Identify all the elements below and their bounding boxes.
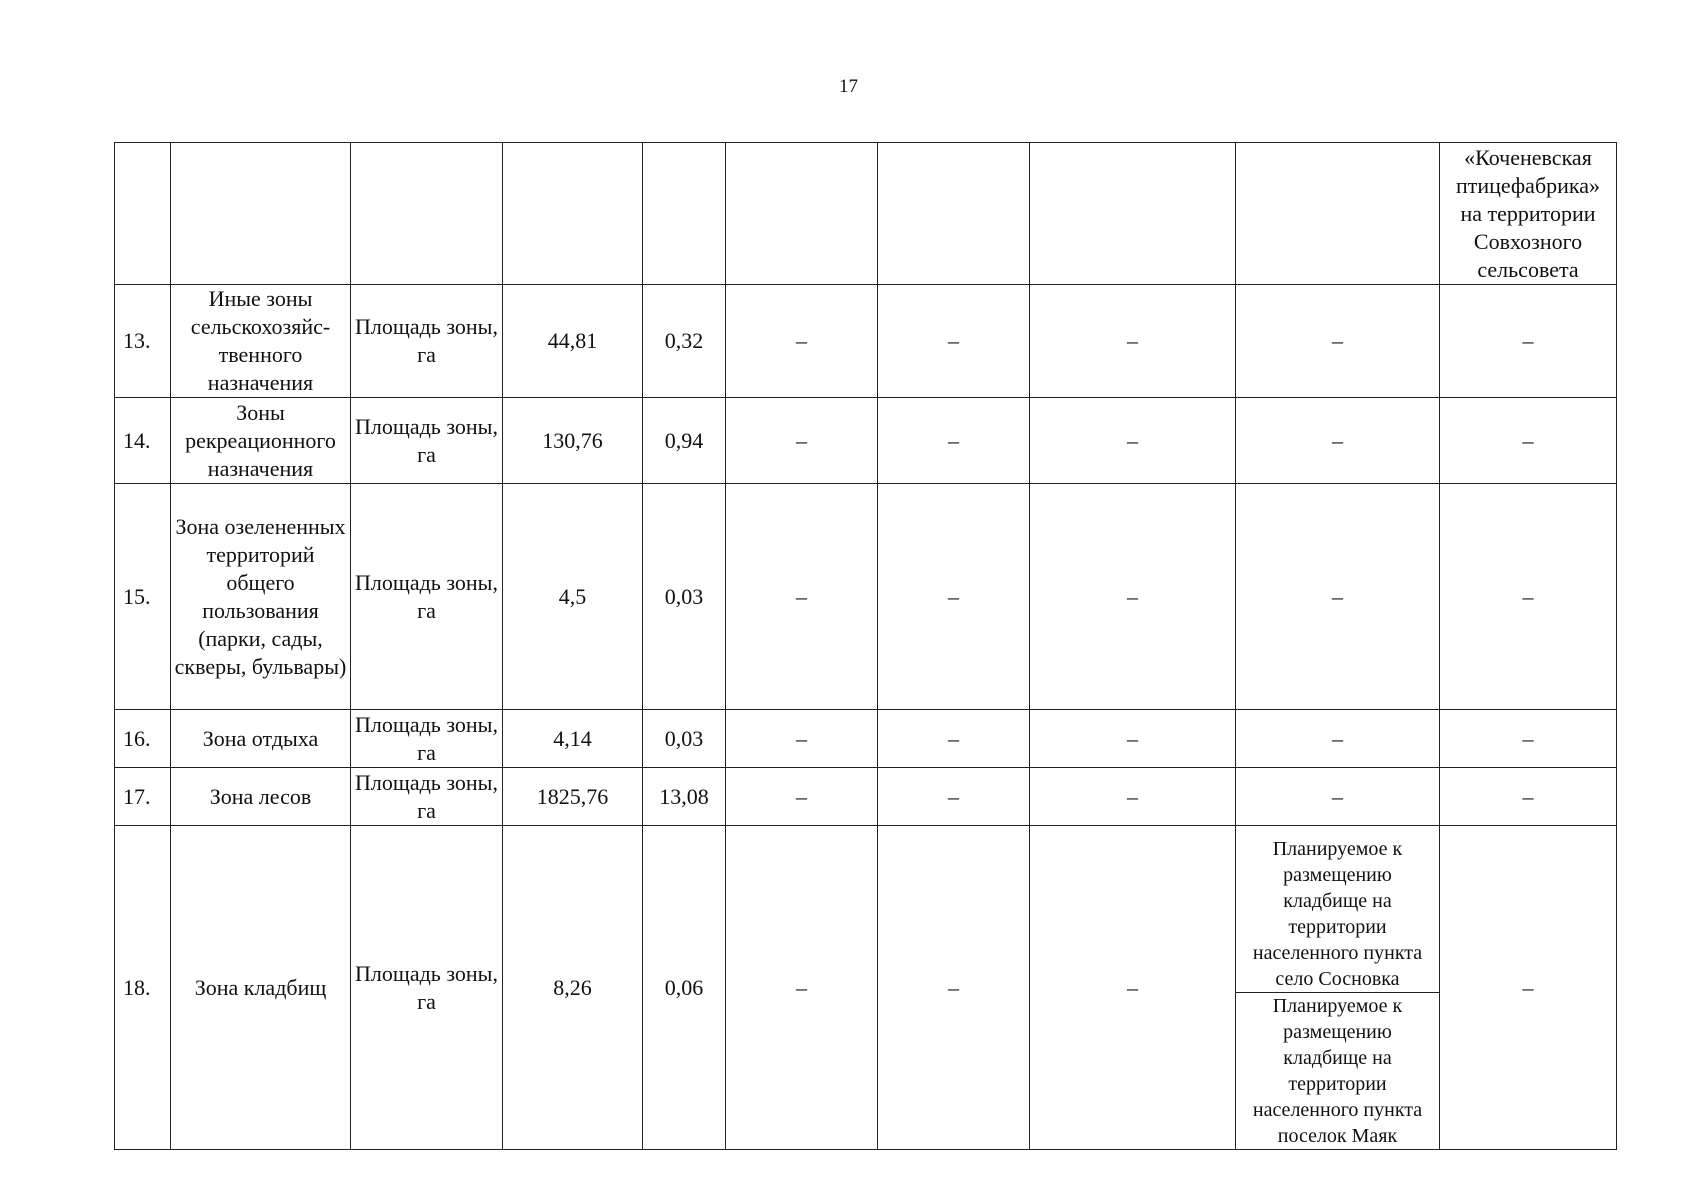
table-cell-dash: – — [878, 398, 1030, 484]
zone-share: 0,06 — [643, 826, 726, 1150]
table-cell-organization: «Кочeневская птицефабрика» на территории Совхозного сельсовета — [1440, 143, 1617, 285]
zone-share: 0,32 — [643, 285, 726, 398]
table-cell-dash: – — [1030, 398, 1236, 484]
table-cell-empty — [1236, 143, 1440, 285]
table-cell-empty — [351, 143, 503, 285]
table-cell-dash: – — [726, 710, 878, 768]
table-cell-dash: – — [1440, 710, 1617, 768]
zone-name: Зона кладбищ — [171, 826, 351, 1150]
row-number: 13. — [115, 285, 171, 398]
table-row — [115, 285, 1617, 398]
zone-name: Зона отдыха — [171, 710, 351, 768]
table-cell-empty — [643, 143, 726, 285]
zone-unit: Площадь зоны, га — [351, 398, 503, 484]
table-cell-dash: – — [878, 710, 1030, 768]
zone-area: 130,76 — [503, 398, 643, 484]
row-number: 18. — [115, 826, 171, 1150]
table-cell-empty — [171, 143, 351, 285]
zone-name: Зоны рекреационного назначения — [171, 398, 351, 484]
zone-unit: Площадь зоны, га — [351, 710, 503, 768]
table-cell-dash: – — [1236, 710, 1440, 768]
zones-table — [114, 142, 1617, 1150]
table-cell-dash: – — [1440, 768, 1617, 826]
zone-unit: Площадь зоны, га — [351, 768, 503, 826]
planned-cemetery-sosnovka: Планируемое к размещению кладбище на территории населенного пункта село Сосновка — [1236, 826, 1440, 993]
row-number: 15. — [115, 484, 171, 710]
table-cell-dash: – — [1440, 484, 1617, 710]
table-cell-dash: – — [1440, 826, 1617, 1150]
table-cell-empty — [503, 143, 643, 285]
table-row — [115, 710, 1617, 768]
table-cell-dash: – — [1236, 398, 1440, 484]
table-row — [115, 398, 1617, 484]
zone-share: 0,03 — [643, 484, 726, 710]
table-row-cemeteries — [115, 826, 1617, 993]
zone-area: 4,14 — [503, 710, 643, 768]
table-cell-dash: – — [1030, 285, 1236, 398]
table-cell-dash: – — [1030, 710, 1236, 768]
row-number: 17. — [115, 768, 171, 826]
table-cell-empty — [878, 143, 1030, 285]
row-number: 16. — [115, 710, 171, 768]
table-cell-dash: – — [1440, 398, 1617, 484]
table-cell-dash: – — [1236, 285, 1440, 398]
table-cell-dash: – — [878, 484, 1030, 710]
zone-name: Иные зоны сельскохозяйс-твенного назначения — [171, 285, 351, 398]
zone-unit: Площадь зоны, га — [351, 484, 503, 710]
table-cell-empty — [726, 143, 878, 285]
table-cell-dash: – — [1440, 285, 1617, 398]
table-cell-dash: – — [726, 826, 878, 1150]
zone-area: 44,81 — [503, 285, 643, 398]
zone-area: 8,26 — [503, 826, 643, 1150]
table-cell-dash: – — [726, 285, 878, 398]
zone-unit: Площадь зоны, га — [351, 826, 503, 1150]
table-cell-dash: – — [1236, 484, 1440, 710]
table-row-continuation — [115, 143, 1617, 285]
page-number: 17 — [839, 76, 858, 97]
zone-share: 0,94 — [643, 398, 726, 484]
table-row — [115, 484, 1617, 710]
zone-unit: Площадь зоны, га — [351, 285, 503, 398]
table-cell-empty — [115, 143, 171, 285]
zone-area: 1825,76 — [503, 768, 643, 826]
table-cell-dash: – — [878, 768, 1030, 826]
table-cell-dash: – — [878, 826, 1030, 1150]
table-cell-dash: – — [1030, 484, 1236, 710]
table-cell-dash: – — [726, 398, 878, 484]
table-row — [115, 768, 1617, 826]
zone-share: 13,08 — [643, 768, 726, 826]
table-cell-empty — [1030, 143, 1236, 285]
planned-cemetery-mayak: Планируемое к размещению кладбище на территории населенного пункта поселок Маяк — [1236, 993, 1440, 1150]
table-cell-dash: – — [1030, 768, 1236, 826]
row-number: 14. — [115, 398, 171, 484]
zone-name: Зона лесов — [171, 768, 351, 826]
table-cell-dash: – — [878, 285, 1030, 398]
zone-name: Зона озелененных территорий общего пользования (парки, сады, скверы, бульвары) — [171, 484, 351, 710]
table-cell-dash: – — [726, 768, 878, 826]
table-cell-dash: – — [1236, 768, 1440, 826]
zone-area: 4,5 — [503, 484, 643, 710]
zone-share: 0,03 — [643, 710, 726, 768]
table-cell-dash: – — [1030, 826, 1236, 1150]
table-cell-dash: – — [726, 484, 878, 710]
